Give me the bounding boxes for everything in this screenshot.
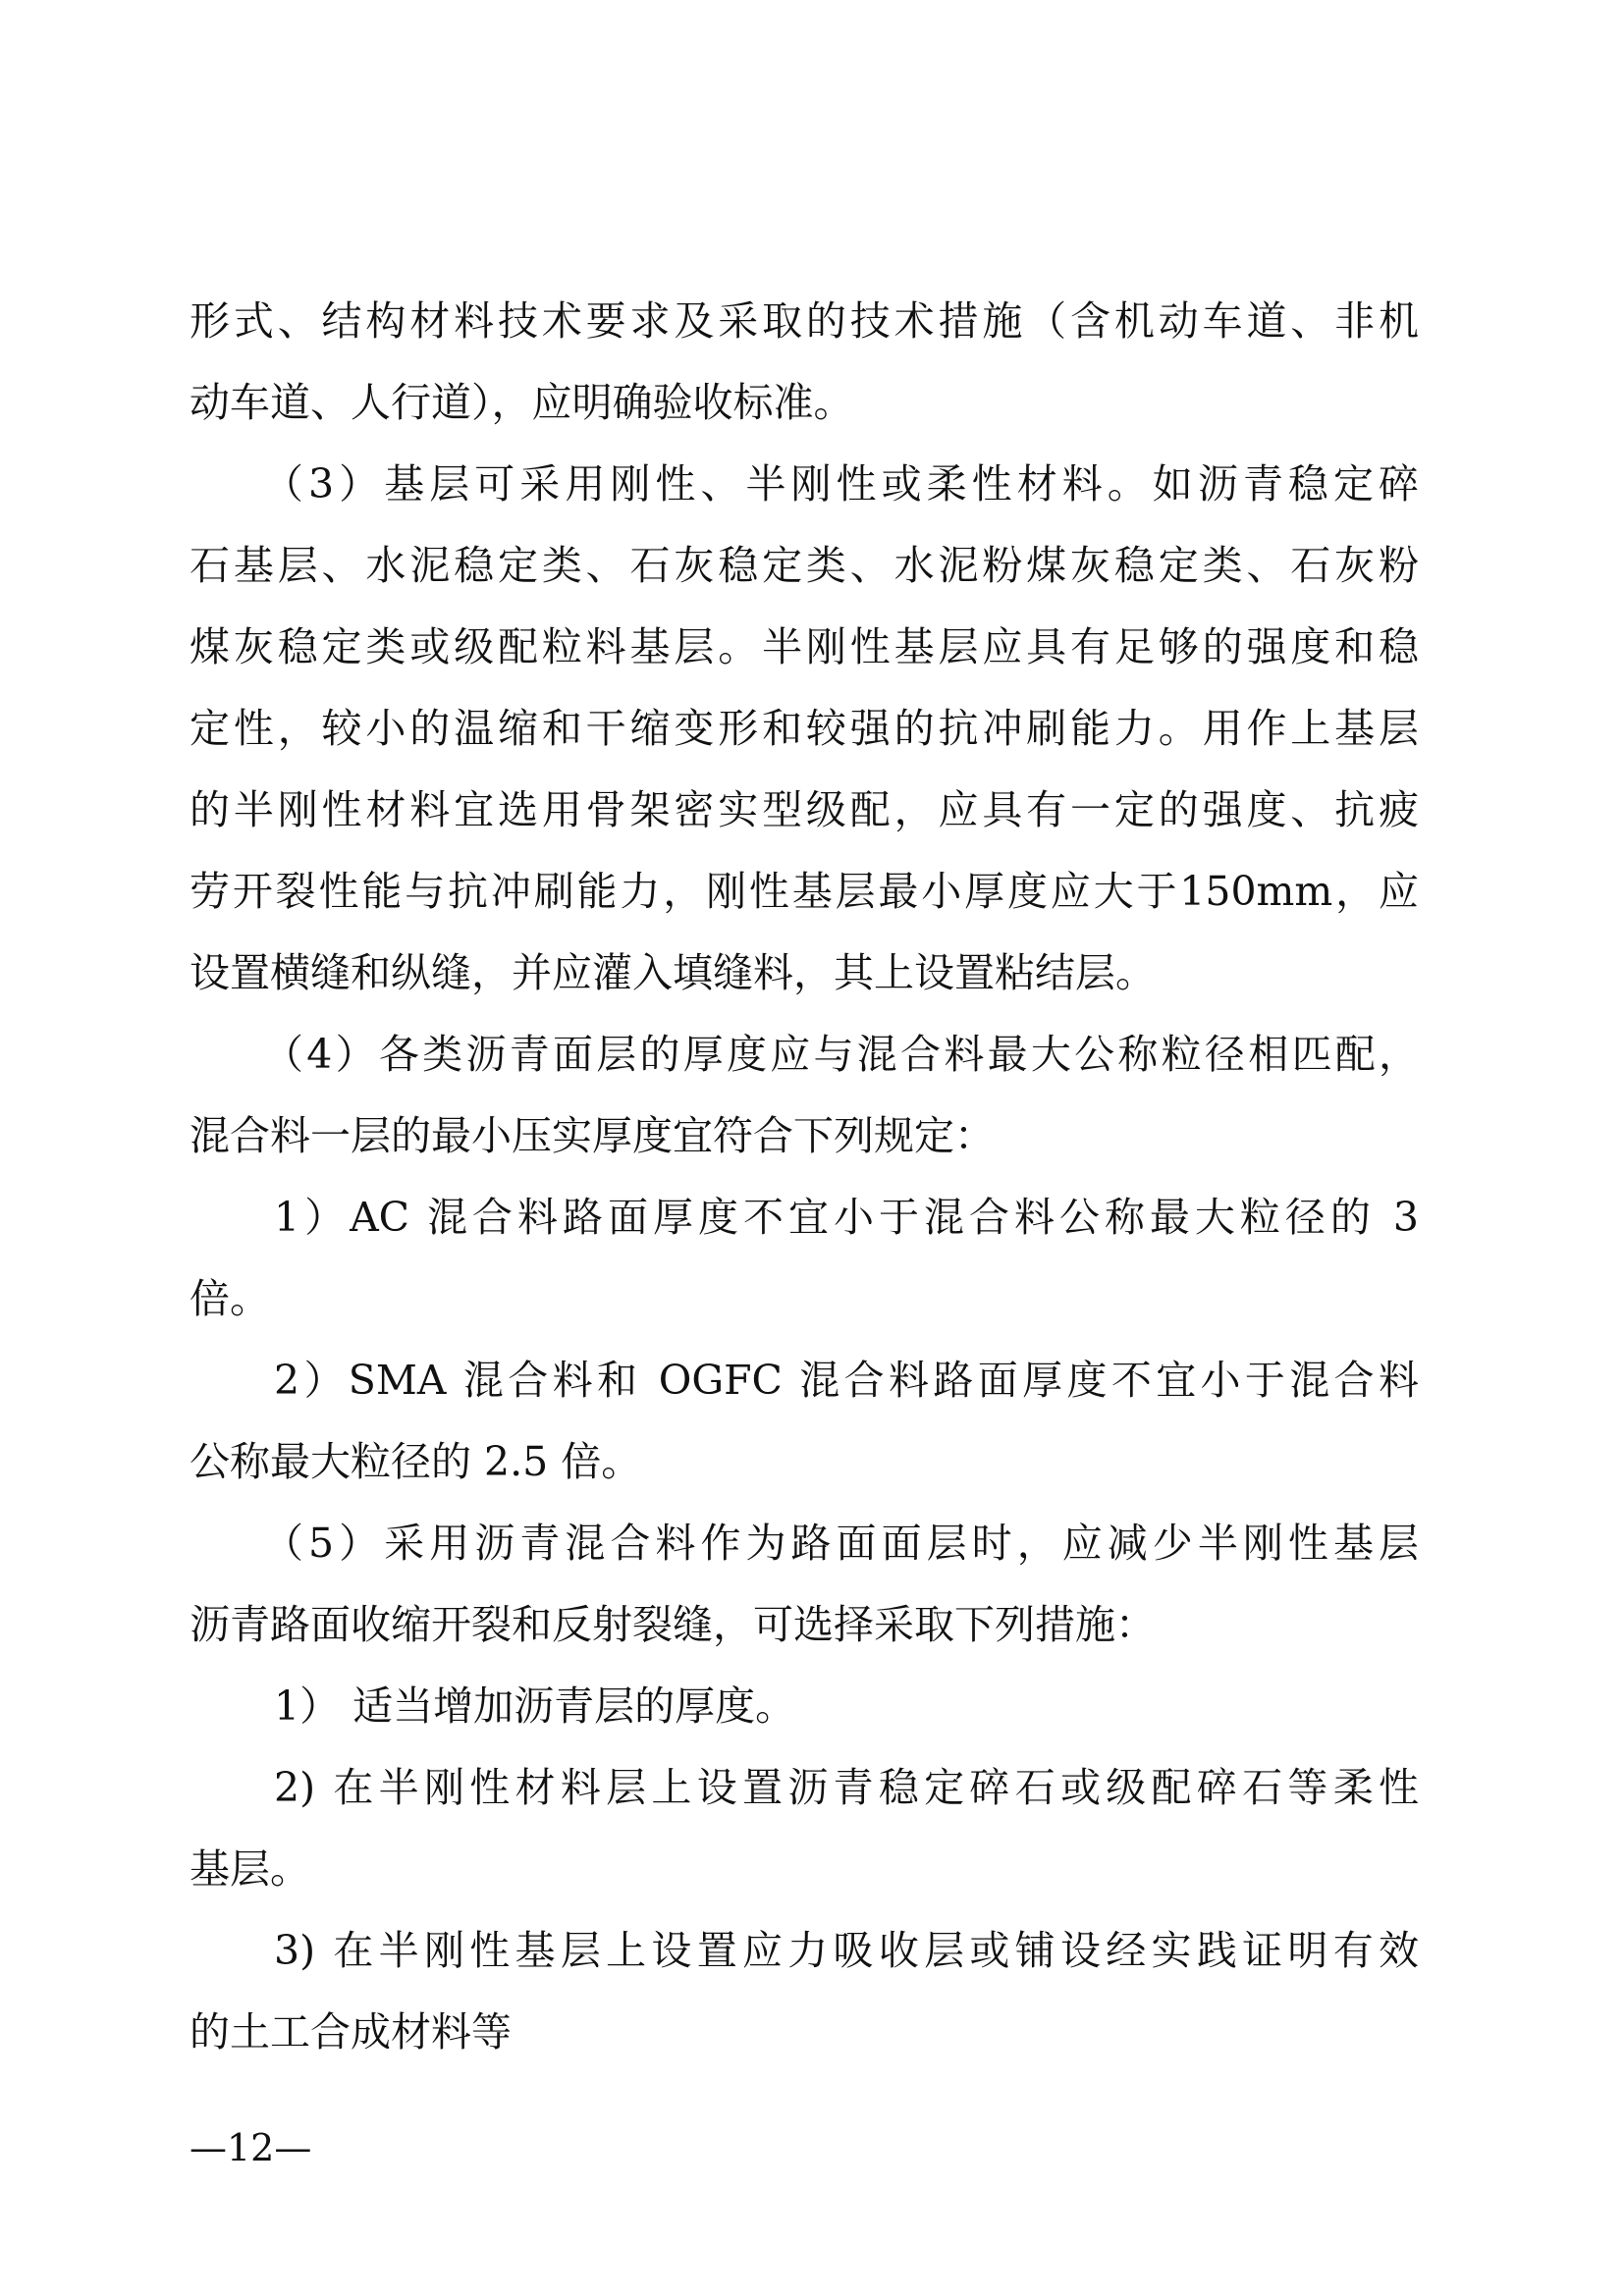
text-line: 1） 适当增加沥青层的厚度。	[274, 1682, 796, 1730]
text-line: 3) 在半刚性基层上设置应力吸收层或铺设经实践证明有效	[274, 1927, 1419, 1974]
text-line: 的土工合成材料等	[189, 2008, 512, 2056]
text-line: 设置横缝和纵缝，并应灌入填缝料，其上设置粘结层。	[189, 949, 1156, 996]
text-line: 混合料一层的最小压实厚度宜符合下列规定：	[189, 1112, 995, 1159]
text-line: 基层。	[189, 1845, 310, 1893]
text-line: 煤灰稳定类或级配粒料基层。半刚性基层应具有足够的强度和稳	[189, 623, 1419, 670]
text-line: 公称最大粒径的 2.5 倍。	[189, 1438, 642, 1485]
page-number: —12—	[189, 2126, 312, 2169]
text-line: 倍。	[189, 1275, 270, 1322]
text-line: 2）SMA 混合料和 OGFC 混合料路面厚度不宜小于混合料	[274, 1357, 1419, 1404]
text-line: 2) 在半刚性材料层上设置沥青稳定碎石或级配碎石等柔性	[274, 1764, 1419, 1811]
text-line: 1）AC 混合料路面厚度不宜小于混合料公称最大粒径的 3	[274, 1194, 1419, 1241]
text-line: 动车道、人行道），应明确验收标准。	[189, 379, 854, 426]
text-line: 石基层、水泥稳定类、石灰稳定类、水泥粉煤灰稳定类、石灰粉	[189, 542, 1419, 589]
text-line: （4）各类沥青面层的厚度应与混合料最大公称粒径相匹配，	[263, 1031, 1419, 1078]
text-line: （3）基层可采用刚性、半刚性或柔性材料。如沥青稳定碎	[263, 460, 1419, 507]
text-line: 定性，较小的温缩和干缩变形和较强的抗冲刷能力。用作上基层	[189, 705, 1419, 752]
body-text	[189, 281, 1419, 2073]
text-line: 形式、结构材料技术要求及采取的技术措施（含机动车道、非机	[189, 297, 1419, 345]
text-line: 沥青路面收缩开裂和反射裂缝，可选择采取下列措施：	[189, 1601, 1156, 1648]
text-line: 的半刚性材料宜选用骨架密实型级配，应具有一定的强度、抗疲	[189, 786, 1419, 833]
text-line: （5）采用沥青混合料作为路面面层时，应减少半刚性基层	[263, 1520, 1419, 1567]
text-line: 劳开裂性能与抗冲刷能力，刚性基层最小厚度应大于150mm，应	[189, 868, 1419, 915]
